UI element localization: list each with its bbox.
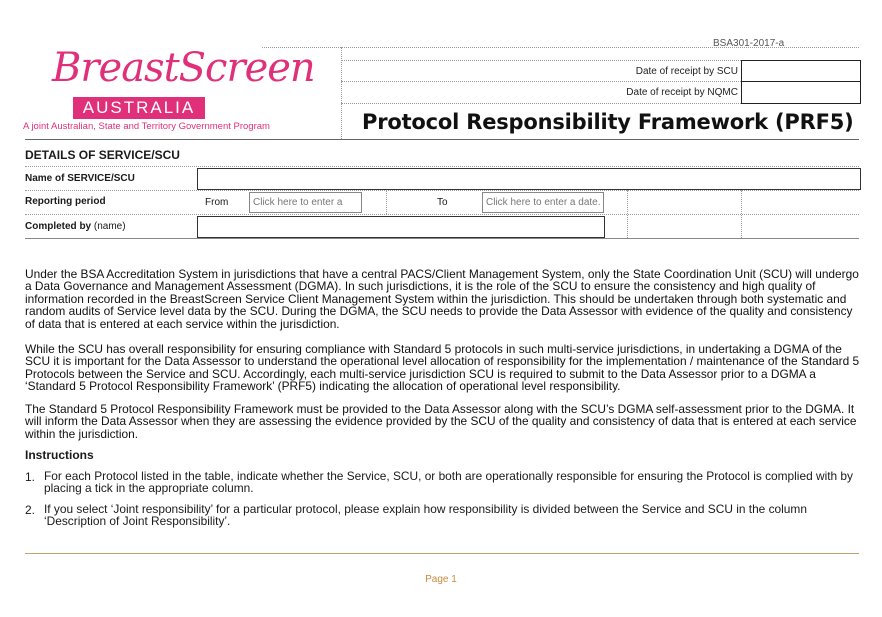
footer-divider (25, 553, 859, 554)
page-number: Page 1 (425, 574, 457, 585)
list-item: If you select ‘Joint responsibility’ for a particular protocol, please explain how responsibility is divided between the Service and SCU in the column ‘Description of Joint Responsibility’. (44, 502, 807, 529)
service-name-field[interactable] (197, 168, 861, 190)
service-name-label: Name of SERVICE/SCU (25, 173, 135, 184)
list-item-number: 2. (25, 503, 35, 517)
logo-tagline: A joint Australian, State and Territory Government Program (23, 121, 270, 132)
to-date-field[interactable]: Click here to enter a date. (482, 192, 604, 213)
to-label: To (437, 197, 448, 208)
breastscreen-logo-wordmark: BreastScreen (52, 45, 315, 91)
page-title: Protocol Responsibility Framework (PRF5) (362, 110, 854, 134)
nqmc-receipt-date-field[interactable] (741, 81, 861, 104)
divider (386, 190, 387, 214)
australia-logo-banner: AUSTRALIA (73, 97, 205, 119)
divider (25, 190, 859, 191)
scu-receipt-label: Date of receipt by SCU (635, 66, 738, 77)
divider (25, 214, 859, 215)
responsibility-paragraph: While the SCU has overall responsibility for ensuring compliance with Standard 5 protocols in such multi-service jurisdictions, in undertaking a DGMA of the SCU it is important for the Data Assessor to understand the operational level allocation of responsibility for the implementation / maintenance of the Standard 5 Protocols between the Service and SCU. Accordingly, each multi-service jurisdiction SCU is required to submit to the Data Assessor prior to a DGMA a ‘Standard 5 Protocol Responsibility Framework’ (PRF5) indicating the allocation of operational level responsibility. (25, 342, 860, 394)
divider (341, 60, 741, 61)
divider (341, 103, 741, 104)
nqmc-receipt-label: Date of receipt by NQMC (626, 87, 738, 98)
list-item-number: 1. (25, 470, 35, 484)
instructions-heading: Instructions (25, 448, 94, 462)
section-heading: DETAILS OF SERVICE/SCU (25, 148, 180, 162)
divider (341, 81, 741, 82)
from-date-field[interactable]: Click here to enter a (249, 192, 362, 213)
divider (25, 139, 859, 140)
divider (262, 47, 859, 48)
framework-paragraph: The Standard 5 Protocol Responsibility Framework must be provided to the Data Assessor along with the SCU’s DGMA self-assessment prior to the DGMA. It will inform the Data Assessor when they are assessing the evidence provided by the SCU of the quality and consistency of data that is entered at each service within the jurisdiction. (25, 402, 857, 441)
completed-by-label: Completed by (name) (25, 221, 126, 232)
intro-paragraph: Under the BSA Accreditation System in jurisdictions that have a central PACS/Client Management System, only the State Coordination Unit (SCU) will undergo a Data Governance and Management Assessment (DGMA). In such jurisdictions, it is the role of the SCU to ensure the consistency and high quality of information recorded in the BreastScreen Service Client Management System within the jurisdiction. This should be undertaken through both systematic and random audits of Service level data by the SCU. During the DGMA, the SCU needs to provide the Data Assessor with evidence of the quality and consistency of data that is entered at each service within the jurisdiction. (25, 267, 859, 331)
divider (25, 238, 859, 239)
from-label: From (205, 197, 229, 208)
document-code: BSA301-2017-a (713, 38, 785, 49)
reporting-period-label: Reporting period (25, 196, 106, 207)
scu-receipt-date-field[interactable] (741, 60, 861, 83)
completed-by-field[interactable] (197, 216, 605, 238)
divider (25, 166, 859, 167)
list-item: For each Protocol listed in the table, indicate whether the Service, SCU, or both are operationally responsible for ensuring the Protocol is complied with by placing a tick in the appropriate column. (44, 469, 853, 496)
